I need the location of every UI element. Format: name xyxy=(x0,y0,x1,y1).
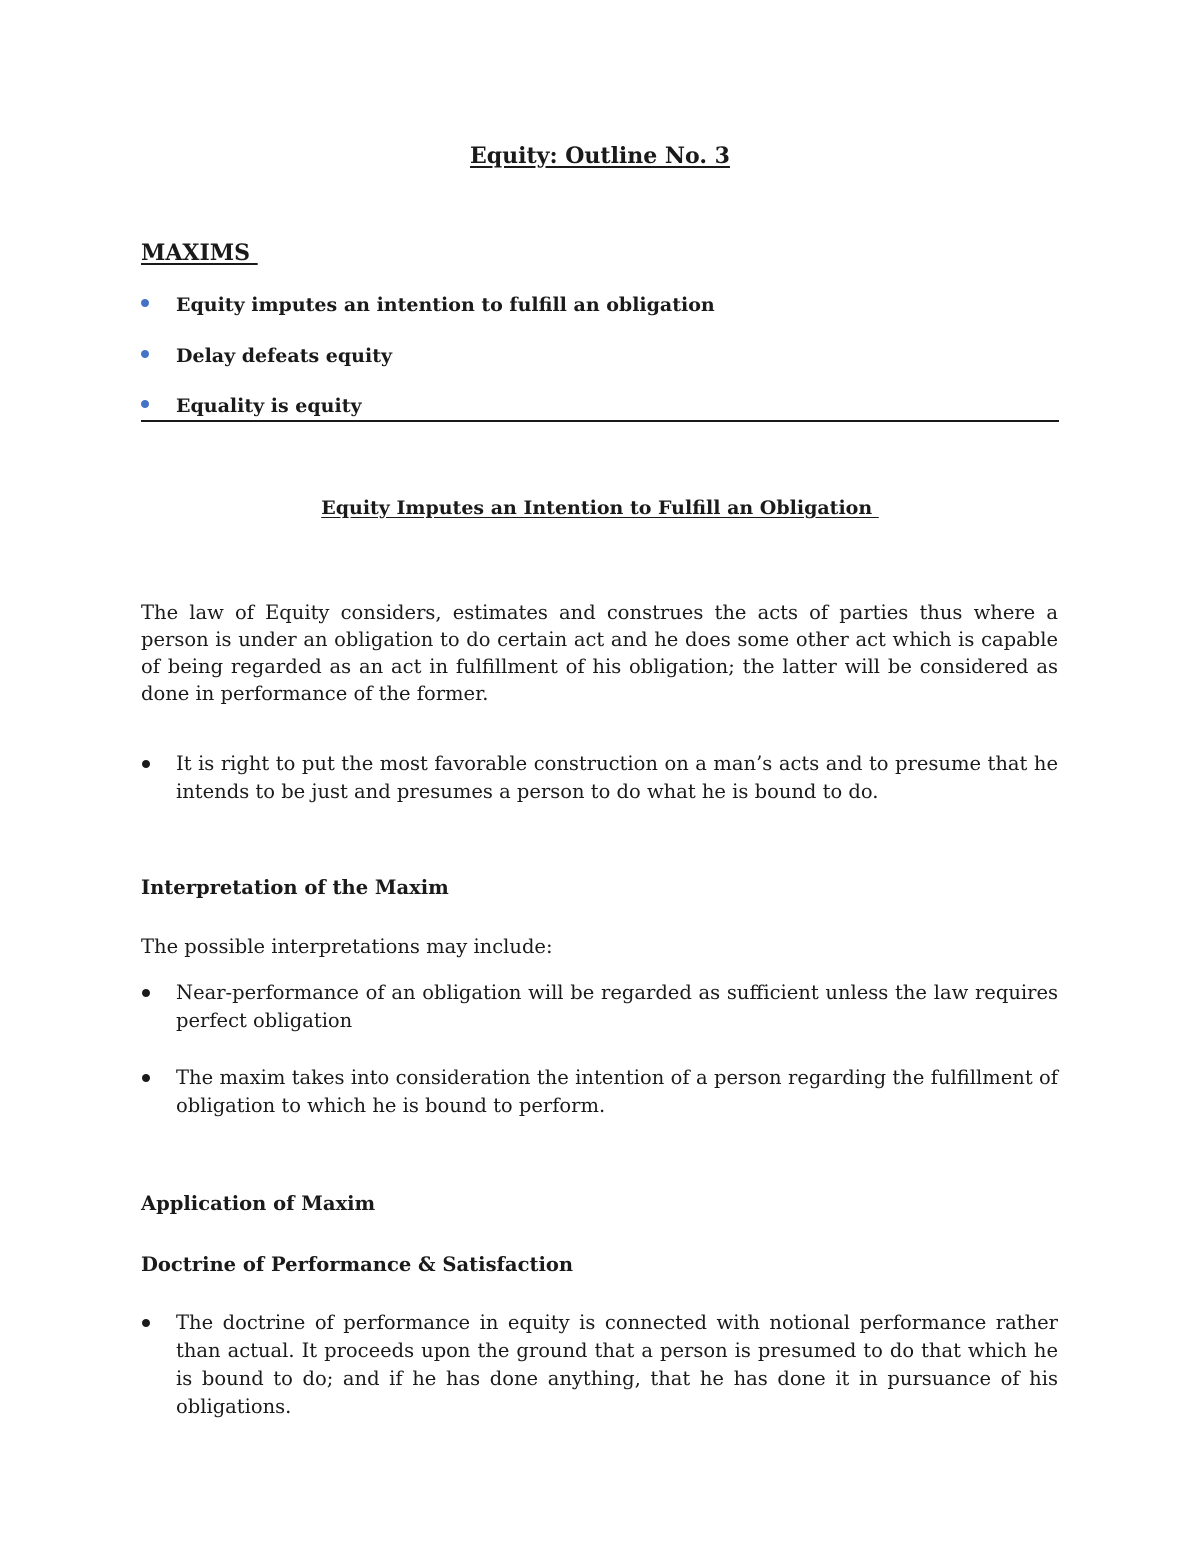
maxim-item-text: Equality is equity xyxy=(176,395,362,417)
horizontal-rule xyxy=(141,420,1059,422)
section-title: Equity Imputes an Intention to Fulfill an Obligation xyxy=(321,497,879,519)
bullet-icon xyxy=(142,1319,150,1327)
bullet-icon xyxy=(142,1074,150,1082)
interpretation-heading: Interpretation of the Maxim xyxy=(141,876,449,899)
document-title: Equity: Outline No. 3 xyxy=(470,143,730,169)
list-item-text: The doctrine of performance in equity is connected with notional performance rather than actual. It proceeds upon the ground that a person is presumed to do that which he is bound to do; and if he has done anything, that he has done it in pursuance of his obligations. xyxy=(176,1311,1058,1418)
maxim-item-text: Equity imputes an intention to fulfill an obligation xyxy=(176,294,715,316)
maxims-heading: MAXIMS xyxy=(141,240,258,266)
list-item-text: Near-performance of an obligation will be regarded as sufficient unless the law requires perfect obligation xyxy=(176,981,1058,1032)
bullet-icon xyxy=(141,299,149,307)
doctrine-heading: Doctrine of Performance & Satisfaction xyxy=(141,1253,574,1276)
bullet-icon xyxy=(141,400,149,408)
list-item xyxy=(141,1309,1058,1421)
intro-paragraph: The law of Equity considers, estimates and construes the acts of parties thus where a person is under an obligation to do certain act and he does some other act which is capable of being regarded as an act in fulfillment of his obligation; the latter will be considered as done in performance of the former. xyxy=(141,601,1058,705)
list-item-text: It is right to put the most favorable construction on a man’s acts and to presume that he intends to be just and presumes a person to do what he is bound to do. xyxy=(176,752,1058,803)
list-item-text: The maxim takes into consideration the intention of a person regarding the fulfillment of obligation to which he is bound to perform. xyxy=(176,1066,1058,1117)
bullet-icon xyxy=(142,760,150,768)
application-heading: Application of Maxim xyxy=(141,1192,376,1215)
maxim-item-text: Delay defeats equity xyxy=(176,345,393,367)
list-item xyxy=(141,1064,1058,1120)
bullet-icon xyxy=(141,350,149,358)
interpretation-lead: The possible interpretations may include: xyxy=(141,935,553,958)
list-item xyxy=(141,979,1058,1035)
list-item xyxy=(141,750,1058,806)
bullet-icon xyxy=(142,989,150,997)
